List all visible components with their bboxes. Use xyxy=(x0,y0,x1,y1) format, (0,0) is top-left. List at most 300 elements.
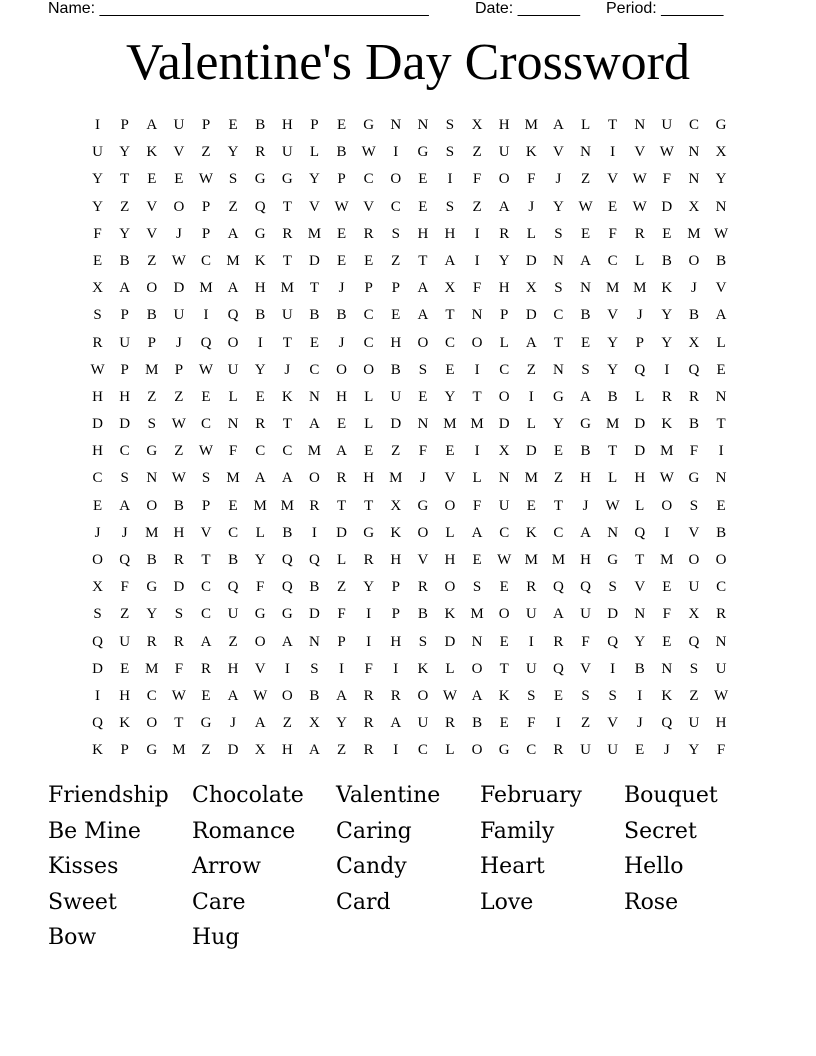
grid-letter[interactable]: E xyxy=(364,443,374,460)
grid-letter[interactable]: E xyxy=(228,497,238,514)
grid-letter[interactable]: L xyxy=(309,144,320,161)
grid-letter[interactable]: D xyxy=(444,633,456,650)
grid-letter[interactable]: P xyxy=(120,742,129,759)
grid-letter[interactable]: X xyxy=(254,742,266,759)
grid-letter[interactable]: I xyxy=(284,660,290,677)
grid-letter[interactable]: T xyxy=(553,497,563,514)
grid-letter[interactable]: Y xyxy=(254,361,266,378)
grid-letter[interactable]: N xyxy=(390,117,402,133)
grid-letter[interactable]: G xyxy=(200,715,212,732)
grid-letter[interactable]: J xyxy=(582,497,589,514)
grid-letter[interactable]: E xyxy=(391,307,401,324)
grid-letter[interactable]: R xyxy=(499,225,510,242)
grid-letter[interactable]: S xyxy=(418,361,428,378)
grid-letter[interactable]: H xyxy=(390,334,402,351)
grid-letter[interactable]: G xyxy=(254,171,266,188)
grid-letter[interactable]: S xyxy=(608,579,617,596)
grid-letter[interactable]: S xyxy=(310,660,319,677)
grid-letter[interactable]: H xyxy=(498,117,510,133)
grid-letter[interactable]: C xyxy=(499,524,510,541)
grid-letter[interactable]: F xyxy=(662,171,672,188)
grid-letter[interactable]: R xyxy=(553,742,564,759)
grid-letter[interactable]: E xyxy=(120,660,130,677)
grid-letter[interactable]: X xyxy=(444,280,456,297)
grid-letter[interactable]: K xyxy=(661,280,673,297)
grid-letter[interactable]: R xyxy=(363,552,374,568)
grid-letter[interactable]: A xyxy=(309,742,320,759)
grid-letter[interactable]: A xyxy=(471,524,483,541)
grid-letter[interactable]: B xyxy=(336,144,347,161)
grid-letter[interactable]: O xyxy=(661,497,673,514)
grid-letter[interactable]: I xyxy=(95,687,101,704)
grid-letter[interactable]: O xyxy=(146,280,158,297)
grid-letter[interactable]: Q xyxy=(552,660,564,677)
grid-letter[interactable]: P xyxy=(337,171,346,188)
grid-letter[interactable]: E xyxy=(336,225,347,242)
grid-letter[interactable]: V xyxy=(200,524,212,541)
grid-letter[interactable]: B xyxy=(580,443,591,460)
grid-letter[interactable]: U xyxy=(498,144,510,161)
grid-letter[interactable]: G xyxy=(607,552,619,568)
grid-letter[interactable]: Q xyxy=(580,579,591,596)
grid-letter[interactable]: B xyxy=(255,117,266,133)
grid-letter[interactable]: C xyxy=(688,117,699,133)
grid-letter[interactable]: Z xyxy=(689,687,699,704)
grid-letter[interactable]: E xyxy=(553,687,563,704)
grid-letter[interactable]: Z xyxy=(120,198,130,215)
grid-letter[interactable]: L xyxy=(526,416,536,433)
grid-letter[interactable]: K xyxy=(281,388,293,405)
grid-letter[interactable]: X xyxy=(390,497,402,514)
grid-letter[interactable]: P xyxy=(337,633,346,650)
grid-letter[interactable]: M xyxy=(470,606,484,623)
grid-letter[interactable]: J xyxy=(338,280,345,297)
grid-letter[interactable]: O xyxy=(688,252,700,269)
grid-letter[interactable]: I xyxy=(528,388,534,405)
grid-letter[interactable]: Q xyxy=(200,334,212,351)
grid-letter[interactable]: E xyxy=(662,633,672,650)
grid-letter[interactable]: O xyxy=(363,361,375,378)
grid-letter[interactable]: Z xyxy=(282,715,292,732)
grid-letter[interactable]: E xyxy=(499,579,509,596)
grid-letter[interactable]: T xyxy=(282,334,292,351)
grid-letter[interactable]: N xyxy=(661,660,673,677)
grid-letter[interactable]: L xyxy=(364,416,374,433)
grid-letter[interactable]: R xyxy=(255,416,266,433)
grid-letter[interactable]: O xyxy=(498,606,510,623)
grid-letter[interactable]: E xyxy=(499,715,509,732)
grid-letter[interactable]: Z xyxy=(336,579,347,596)
grid-letter[interactable]: F xyxy=(716,742,726,759)
grid-letter[interactable]: B xyxy=(309,307,320,324)
grid-letter[interactable]: S xyxy=(608,687,617,704)
grid-letter[interactable]: Y xyxy=(254,552,266,568)
grid-letter[interactable]: T xyxy=(418,252,428,269)
grid-letter[interactable]: N xyxy=(715,470,727,487)
grid-letter[interactable]: C xyxy=(444,334,455,351)
grid-letter[interactable]: I xyxy=(718,443,724,460)
grid-letter[interactable]: Y xyxy=(552,198,564,215)
grid-letter[interactable]: L xyxy=(445,660,455,677)
grid-letter[interactable]: V xyxy=(688,524,700,541)
grid-letter[interactable]: S xyxy=(472,579,482,596)
grid-letter[interactable]: M xyxy=(660,443,674,460)
grid-letter[interactable]: B xyxy=(119,252,130,269)
grid-letter[interactable]: C xyxy=(309,361,320,378)
grid-letter[interactable]: M xyxy=(226,470,240,487)
grid-letter[interactable]: K xyxy=(444,606,456,623)
grid-letter[interactable]: Q xyxy=(634,524,646,541)
grid-letter[interactable]: J xyxy=(94,524,101,541)
grid-letter[interactable]: C xyxy=(716,579,727,596)
grid-letter[interactable]: S xyxy=(174,606,184,623)
grid-letter[interactable]: O xyxy=(498,388,510,405)
grid-letter[interactable]: W xyxy=(334,198,349,215)
grid-letter[interactable]: N xyxy=(498,470,510,487)
grid-letter[interactable]: T xyxy=(472,388,482,405)
grid-letter[interactable]: V xyxy=(634,144,646,161)
grid-letter[interactable]: G xyxy=(552,388,564,405)
grid-letter[interactable]: G xyxy=(715,117,727,133)
grid-letter[interactable]: K xyxy=(119,715,131,732)
grid-letter[interactable]: V xyxy=(146,198,158,215)
grid-letter[interactable]: M xyxy=(551,552,566,568)
grid-letter[interactable]: E xyxy=(662,225,672,242)
grid-letter[interactable]: J xyxy=(419,470,426,487)
grid-letter[interactable]: F xyxy=(527,715,536,732)
grid-letter[interactable]: O xyxy=(417,334,429,351)
grid-letter[interactable]: Q xyxy=(92,715,103,732)
grid-letter[interactable]: K xyxy=(498,687,510,704)
grid-letter[interactable]: Q xyxy=(119,552,131,568)
grid-letter[interactable]: T xyxy=(608,117,618,133)
grid-letter[interactable]: O xyxy=(688,552,700,568)
grid-letter[interactable]: C xyxy=(146,687,157,704)
grid-letter[interactable]: U xyxy=(227,606,239,623)
grid-letter[interactable]: C xyxy=(553,307,564,324)
grid-letter[interactable]: B xyxy=(228,552,239,568)
grid-letter[interactable]: V xyxy=(607,715,619,732)
grid-letter[interactable]: A xyxy=(715,307,727,324)
grid-letter[interactable]: X xyxy=(525,280,537,297)
grid-letter[interactable]: W xyxy=(605,497,620,514)
grid-letter[interactable]: M xyxy=(280,280,294,297)
grid-letter[interactable]: N xyxy=(417,117,429,133)
grid-letter[interactable]: J xyxy=(636,307,643,324)
grid-letter[interactable]: H xyxy=(390,552,402,568)
grid-letter[interactable]: W xyxy=(171,416,186,433)
grid-letter[interactable]: U xyxy=(281,307,293,324)
grid-letter[interactable]: B xyxy=(688,416,699,433)
grid-letter[interactable]: H xyxy=(254,280,266,297)
grid-letter[interactable]: S xyxy=(689,660,699,677)
grid-letter[interactable]: H xyxy=(336,388,347,405)
grid-letter[interactable]: A xyxy=(200,633,212,650)
grid-letter[interactable]: T xyxy=(309,280,320,297)
grid-letter[interactable]: P xyxy=(120,307,129,324)
grid-letter[interactable]: J xyxy=(691,280,697,297)
grid-letter[interactable]: C xyxy=(255,443,266,460)
grid-letter[interactable]: W xyxy=(253,687,268,704)
grid-letter[interactable]: C xyxy=(363,307,374,324)
grid-letter[interactable]: Z xyxy=(553,470,563,487)
grid-letter[interactable]: E xyxy=(553,443,563,460)
grid-letter[interactable]: Y xyxy=(336,715,347,732)
grid-letter[interactable]: U xyxy=(607,742,619,759)
grid-letter[interactable]: K xyxy=(661,416,673,433)
grid-letter[interactable]: U xyxy=(390,388,402,405)
grid-letter[interactable]: T xyxy=(282,198,292,215)
grid-letter[interactable]: I xyxy=(610,144,616,161)
grid-letter[interactable]: X xyxy=(715,144,727,161)
grid-letter[interactable]: C xyxy=(417,742,428,759)
grid-letter[interactable]: C xyxy=(526,742,537,759)
grid-letter[interactable]: I xyxy=(664,524,670,541)
grid-letter[interactable]: V xyxy=(417,552,429,568)
grid-letter[interactable]: M xyxy=(524,470,538,487)
grid-letter[interactable]: T xyxy=(282,252,292,269)
grid-letter[interactable]: Q xyxy=(281,552,293,568)
grid-letter[interactable]: D xyxy=(634,443,646,460)
grid-letter[interactable]: F xyxy=(93,225,102,242)
grid-letter[interactable]: X xyxy=(309,715,320,732)
grid-letter[interactable]: S xyxy=(93,606,102,623)
grid-letter[interactable]: V xyxy=(146,225,158,242)
grid-letter[interactable]: E xyxy=(92,497,103,514)
grid-letter[interactable]: V xyxy=(607,307,619,324)
grid-letter[interactable]: R xyxy=(417,579,428,596)
grid-letter[interactable]: T xyxy=(201,552,211,568)
grid-letter[interactable]: P xyxy=(201,497,211,514)
grid-letter[interactable]: H xyxy=(227,660,239,677)
grid-letter[interactable]: I xyxy=(637,687,643,704)
grid-letter[interactable]: V xyxy=(634,579,646,596)
grid-letter[interactable]: M xyxy=(605,416,620,433)
grid-letter[interactable]: U xyxy=(580,606,591,623)
grid-letter[interactable]: Y xyxy=(309,171,320,188)
grid-letter[interactable]: T xyxy=(499,660,509,677)
grid-letter[interactable]: C xyxy=(119,443,130,460)
grid-letter[interactable]: D xyxy=(92,416,103,433)
grid-letter[interactable]: L xyxy=(472,470,482,487)
grid-letter[interactable]: R xyxy=(716,606,727,623)
grid-letter[interactable]: N xyxy=(715,388,727,405)
grid-letter[interactable]: O xyxy=(173,198,185,215)
grid-letter[interactable]: K xyxy=(525,144,537,161)
grid-letter[interactable]: O xyxy=(715,552,727,568)
grid-letter[interactable]: Y xyxy=(661,334,673,351)
grid-letter[interactable]: B xyxy=(634,660,645,677)
grid-letter[interactable]: E xyxy=(147,171,157,188)
grid-letter[interactable]: E xyxy=(580,334,591,351)
grid-letter[interactable]: T xyxy=(336,497,347,514)
grid-letter[interactable]: D xyxy=(634,416,646,433)
grid-letter[interactable]: A xyxy=(525,334,537,351)
grid-letter[interactable]: Q xyxy=(688,633,700,650)
grid-letter[interactable]: A xyxy=(254,470,266,487)
grid-letter[interactable]: L xyxy=(526,225,536,242)
grid-letter[interactable]: U xyxy=(173,117,185,133)
grid-letter[interactable]: Z xyxy=(472,198,482,215)
grid-letter[interactable]: O xyxy=(309,470,320,487)
grid-letter[interactable]: Y xyxy=(227,144,239,161)
grid-letter[interactable]: R xyxy=(173,633,184,650)
grid-letter[interactable]: X xyxy=(92,280,103,297)
grid-letter[interactable]: D xyxy=(309,252,320,269)
grid-letter[interactable]: T xyxy=(120,171,130,188)
grid-letter[interactable]: K xyxy=(417,660,429,677)
grid-letter[interactable]: G xyxy=(417,497,429,514)
grid-letter[interactable]: I xyxy=(366,633,372,650)
grid-letter[interactable]: T xyxy=(445,307,455,324)
grid-letter[interactable]: Z xyxy=(174,443,184,460)
grid-letter[interactable]: E xyxy=(499,633,509,650)
grid-letter[interactable]: C xyxy=(282,443,293,460)
grid-letter[interactable]: Y xyxy=(607,334,619,351)
grid-letter[interactable]: B xyxy=(661,252,672,269)
grid-letter[interactable]: E xyxy=(336,252,347,269)
grid-letter[interactable]: B xyxy=(255,307,266,324)
grid-letter[interactable]: R xyxy=(363,687,374,704)
grid-letter[interactable]: F xyxy=(608,225,617,242)
grid-letter[interactable]: M xyxy=(307,225,322,242)
grid-letter[interactable]: N xyxy=(580,280,591,297)
grid-letter[interactable]: Y xyxy=(552,416,564,433)
grid-letter[interactable]: R xyxy=(309,497,320,514)
grid-letter[interactable]: A xyxy=(227,225,239,242)
grid-letter[interactable]: W xyxy=(171,470,186,487)
grid-letter[interactable]: E xyxy=(364,252,374,269)
grid-letter[interactable]: N xyxy=(715,198,727,215)
grid-letter[interactable]: I xyxy=(95,117,101,133)
grid-letter[interactable]: A xyxy=(281,633,293,650)
grid-letter[interactable]: E xyxy=(716,497,726,514)
grid-letter[interactable]: P xyxy=(500,307,509,324)
grid-letter[interactable]: G xyxy=(688,470,700,487)
grid-letter[interactable]: A xyxy=(390,715,402,732)
grid-letter[interactable]: Y xyxy=(119,144,131,161)
grid-letter[interactable]: N xyxy=(417,416,429,433)
name-field[interactable]: Name: _____________________________________ xyxy=(48,0,429,17)
grid-letter[interactable]: A xyxy=(552,117,564,133)
grid-letter[interactable]: R xyxy=(444,715,455,732)
grid-letter[interactable]: A xyxy=(146,117,158,133)
grid-letter[interactable]: S xyxy=(418,633,428,650)
grid-letter[interactable]: U xyxy=(580,742,591,759)
grid-letter[interactable]: U xyxy=(688,579,700,596)
grid-letter[interactable]: X xyxy=(688,198,700,215)
grid-letter[interactable]: N xyxy=(580,144,591,161)
grid-letter[interactable]: M xyxy=(633,280,647,297)
grid-letter[interactable]: S xyxy=(93,307,102,324)
grid-letter[interactable]: A xyxy=(336,687,347,704)
grid-letter[interactable]: K xyxy=(525,524,537,541)
grid-letter[interactable]: T xyxy=(716,416,726,433)
grid-letter[interactable]: S xyxy=(445,198,455,215)
grid-letter[interactable]: E xyxy=(418,171,428,188)
grid-letter[interactable]: X xyxy=(688,606,700,623)
grid-letter[interactable]: O xyxy=(146,715,158,732)
grid-letter[interactable]: T xyxy=(174,715,184,732)
grid-letter[interactable]: F xyxy=(581,633,590,650)
grid-letter[interactable]: Z xyxy=(228,633,238,650)
grid-letter[interactable]: J xyxy=(121,524,128,541)
grid-letter[interactable]: G xyxy=(498,742,510,759)
grid-letter[interactable]: C xyxy=(200,606,211,623)
grid-letter[interactable]: Y xyxy=(661,307,673,324)
grid-letter[interactable]: C xyxy=(553,524,564,541)
grid-letter[interactable]: A xyxy=(309,416,320,433)
grid-letter[interactable]: S xyxy=(581,361,590,378)
grid-letter[interactable]: M xyxy=(145,524,159,541)
grid-letter[interactable]: Z xyxy=(391,443,401,460)
grid-letter[interactable]: P xyxy=(391,606,400,623)
grid-letter[interactable]: C xyxy=(200,416,211,433)
grid-letter[interactable]: A xyxy=(444,252,456,269)
grid-letter[interactable]: C xyxy=(607,252,618,269)
grid-letter[interactable]: S xyxy=(445,144,455,161)
grid-letter[interactable]: H xyxy=(173,524,185,541)
grid-letter[interactable]: W xyxy=(198,171,214,188)
grid-letter[interactable]: O xyxy=(390,171,402,188)
grid-letter[interactable]: J xyxy=(230,715,237,732)
grid-letter[interactable]: G xyxy=(363,524,375,541)
grid-letter[interactable]: E xyxy=(201,687,211,704)
grid-letter[interactable]: W xyxy=(578,198,593,215)
grid-letter[interactable]: P xyxy=(391,579,400,596)
grid-letter[interactable]: H xyxy=(715,715,727,732)
grid-letter[interactable]: Q xyxy=(309,552,320,568)
grid-letter[interactable]: K xyxy=(254,252,266,269)
grid-letter[interactable]: X xyxy=(471,117,483,133)
grid-letter[interactable]: O xyxy=(498,171,510,188)
grid-letter[interactable]: Z xyxy=(391,252,401,269)
grid-letter[interactable]: R xyxy=(363,715,374,732)
grid-letter[interactable]: B xyxy=(716,524,727,541)
grid-letter[interactable]: W xyxy=(171,687,186,704)
grid-letter[interactable]: S xyxy=(391,225,400,242)
grid-letter[interactable]: E xyxy=(445,361,455,378)
grid-letter[interactable]: U xyxy=(173,307,185,324)
grid-letter[interactable]: R xyxy=(634,225,645,242)
grid-letter[interactable]: N xyxy=(309,633,320,650)
grid-letter[interactable]: T xyxy=(635,552,645,568)
grid-letter[interactable]: F xyxy=(364,660,373,677)
grid-letter[interactable]: E xyxy=(336,117,347,133)
grid-letter[interactable]: J xyxy=(175,225,182,242)
grid-letter[interactable]: Y xyxy=(688,742,700,759)
grid-letter[interactable]: D xyxy=(525,252,537,269)
grid-letter[interactable]: Y xyxy=(146,606,158,623)
grid-letter[interactable]: O xyxy=(417,687,429,704)
grid-letter[interactable]: H xyxy=(92,388,103,405)
grid-letter[interactable]: H xyxy=(498,280,510,297)
grid-letter[interactable]: H xyxy=(119,687,131,704)
grid-letter[interactable]: P xyxy=(147,334,156,351)
grid-letter[interactable]: C xyxy=(390,198,401,215)
grid-letter[interactable]: U xyxy=(715,660,727,677)
grid-letter[interactable]: L xyxy=(635,252,645,269)
grid-letter[interactable]: O xyxy=(471,334,483,351)
grid-letter[interactable]: O xyxy=(146,497,158,514)
grid-letter[interactable]: F xyxy=(472,497,482,514)
grid-letter[interactable]: T xyxy=(364,497,374,514)
grid-letter[interactable]: I xyxy=(474,252,480,269)
grid-letter[interactable]: P xyxy=(201,225,211,242)
grid-letter[interactable]: U xyxy=(119,334,131,351)
grid-letter[interactable]: G xyxy=(281,171,293,188)
grid-letter[interactable]: O xyxy=(92,552,103,568)
